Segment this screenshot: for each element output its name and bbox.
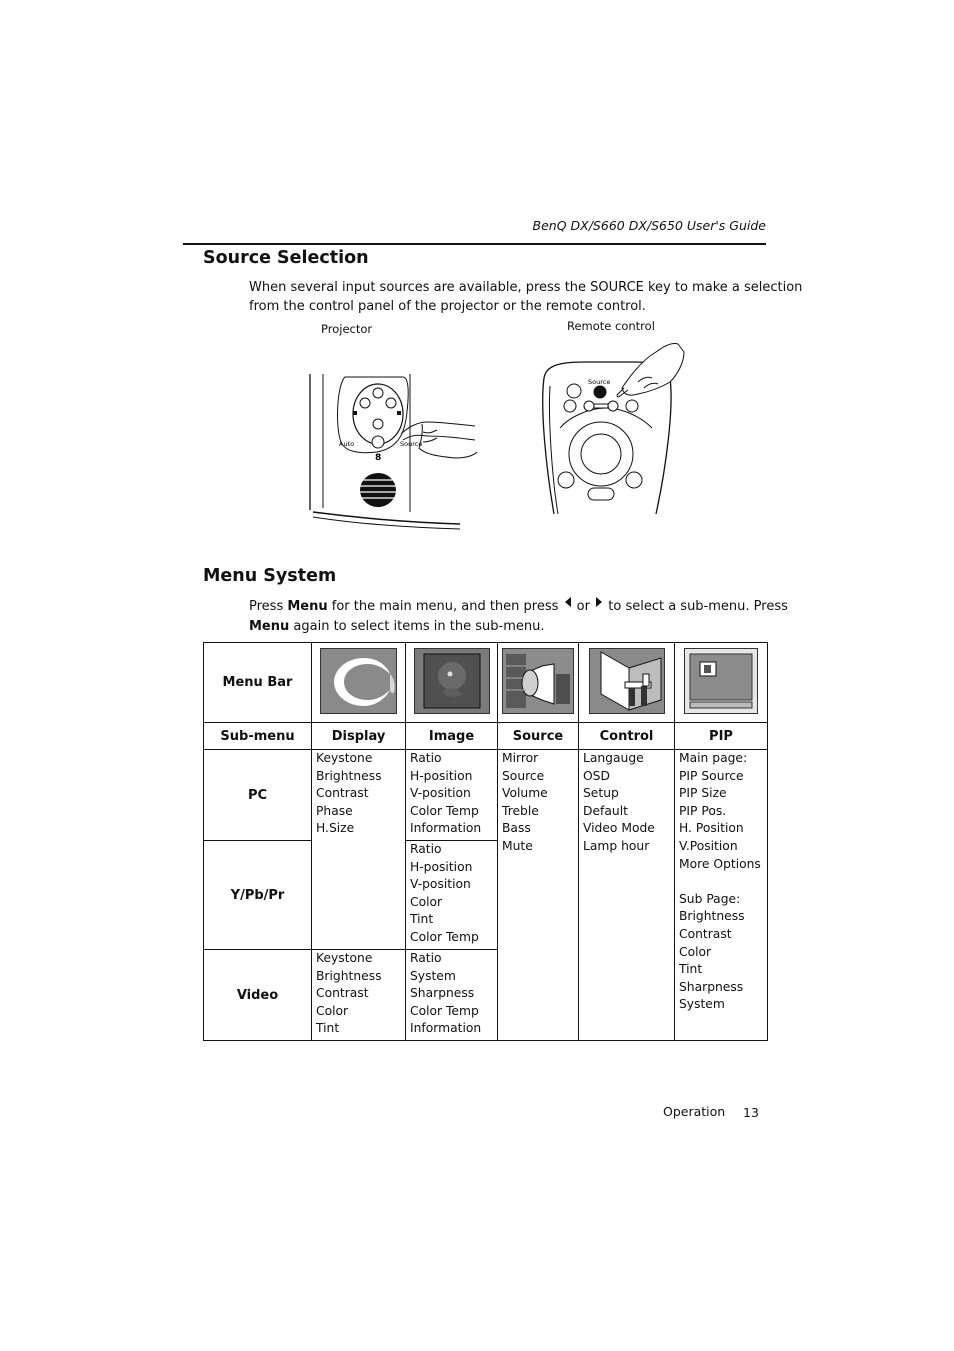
column-control: Control (579, 723, 675, 750)
list-item: V.Position (679, 838, 738, 853)
list-item: System (679, 997, 725, 1012)
list-item: Tint (316, 1021, 340, 1036)
list-item: Default (583, 803, 628, 818)
source-icon-cell (498, 643, 579, 723)
source-paragraph-line-2: from the control panel of the projector or the remote control. (249, 299, 646, 314)
projector-caption: Projector (321, 322, 373, 336)
remote-source-label: Source (588, 378, 611, 386)
list-item: Contrast (316, 786, 369, 801)
list-item: Source (502, 768, 545, 783)
image-video-list (406, 950, 498, 1041)
list-item: Contrast (679, 926, 732, 941)
list-item: H. Position (679, 821, 744, 836)
submenu-label: Sub-menu (204, 723, 312, 750)
display-icon-cell (312, 643, 406, 723)
display-menu-icon (320, 648, 397, 714)
list-item: Tint (410, 912, 434, 927)
list-item: V-position (410, 877, 471, 892)
source-selection-heading: Source Selection (203, 248, 369, 268)
running-header: BenQ DX/S660 DX/S650 User's Guide (532, 218, 766, 233)
list-item: Color Temp (410, 1003, 479, 1018)
list-item: PIP Source (679, 768, 744, 783)
pip-menu-icon (684, 648, 758, 714)
list-item: Color Temp (410, 929, 479, 944)
menu-intro-line-1: Press Menu for the main menu, and then press or to select a sub-menu. Press (249, 599, 788, 614)
pip-main-heading: Main page: (679, 751, 748, 765)
row-label-video: Video (204, 950, 312, 1041)
column-image: Image (406, 723, 498, 750)
image-ypbpr-list (406, 841, 498, 950)
list-item: Bass (502, 821, 531, 836)
list-item: Brightness (316, 968, 382, 983)
list-item: H.Size (316, 821, 355, 836)
list-item: Sharpness (410, 986, 475, 1001)
footer-section-label: Operation (663, 1104, 726, 1119)
menu-system-heading: Menu System (203, 566, 337, 586)
display-video-list (312, 950, 406, 1041)
display-pc-ypbpr-list (312, 750, 406, 950)
list-item: Keystone (316, 951, 373, 965)
column-pip: PIP (675, 723, 768, 750)
list-item: OSD (583, 768, 610, 783)
list-item: PIP Pos. (679, 803, 727, 818)
pip-icon-cell (675, 643, 768, 723)
list-item: Ratio (410, 751, 442, 765)
column-source: Source (498, 723, 579, 750)
list-item: System (410, 968, 456, 983)
list-item: Tint (679, 962, 703, 977)
source-list (498, 750, 579, 1041)
image-icon-cell (406, 643, 498, 723)
list-item: Treble (502, 803, 539, 818)
list-item: Color (410, 894, 443, 909)
pip-sub-heading: Sub Page: (679, 891, 741, 906)
menu-bar-label: Menu Bar (204, 643, 312, 723)
pip-list (675, 750, 768, 1041)
remote-caption: Remote control (567, 319, 655, 333)
list-item: Color (679, 944, 712, 959)
control-menu-icon (589, 648, 665, 714)
right-arrow-icon (596, 597, 602, 607)
list-item: Ratio (410, 842, 442, 856)
control-list (579, 750, 675, 1041)
control-icon-cell (579, 643, 675, 723)
list-item: More Options (679, 856, 761, 871)
list-item: Mute (502, 838, 533, 853)
list-item: Information (410, 1021, 482, 1036)
page-number: 13 (743, 1105, 759, 1120)
svg-text:8: 8 (375, 453, 382, 463)
list-item: Contrast (316, 986, 369, 1001)
list-item: Sharpness (679, 979, 744, 994)
menu-intro-line-2: Menu again to select items in the sub-menu. (249, 619, 545, 634)
list-item: Keystone (316, 751, 373, 765)
projector-auto-label: Auto (339, 440, 355, 448)
list-item: Video Mode (583, 821, 655, 836)
list-item: Ratio (410, 951, 442, 965)
row-label-pc: PC (204, 750, 312, 841)
list-item: Brightness (679, 909, 745, 924)
source-menu-icon (502, 648, 574, 714)
list-item: Color (316, 1003, 349, 1018)
remote-control-illustration (538, 338, 688, 516)
image-pc-list (406, 750, 498, 841)
list-item: H-position (410, 859, 473, 874)
menu-system-table (203, 642, 768, 1041)
list-item: PIP Size (679, 786, 727, 801)
image-menu-icon (414, 648, 490, 714)
list-item: H-position (410, 768, 473, 783)
list-item: Brightness (316, 768, 382, 783)
list-item: Volume (502, 786, 548, 801)
row-label-ypbpr: Y/Pb/Pr (204, 841, 312, 950)
list-item: Phase (316, 803, 353, 818)
projector-source-label: Source (400, 440, 423, 448)
list-item: Langauge (583, 751, 644, 765)
column-display: Display (312, 723, 406, 750)
projector-panel-illustration (305, 372, 480, 534)
list-item: Setup (583, 786, 619, 801)
list-item: Information (410, 821, 482, 836)
list-item: Color Temp (410, 803, 479, 818)
list-item: Lamp hour (583, 838, 650, 853)
header-rule (183, 243, 766, 245)
list-item: V-position (410, 786, 471, 801)
source-paragraph-line-1: When several input sources are available, press the SOURCE key to make a selection (249, 280, 803, 295)
list-item: Mirror (502, 751, 539, 765)
left-arrow-icon (565, 597, 571, 607)
